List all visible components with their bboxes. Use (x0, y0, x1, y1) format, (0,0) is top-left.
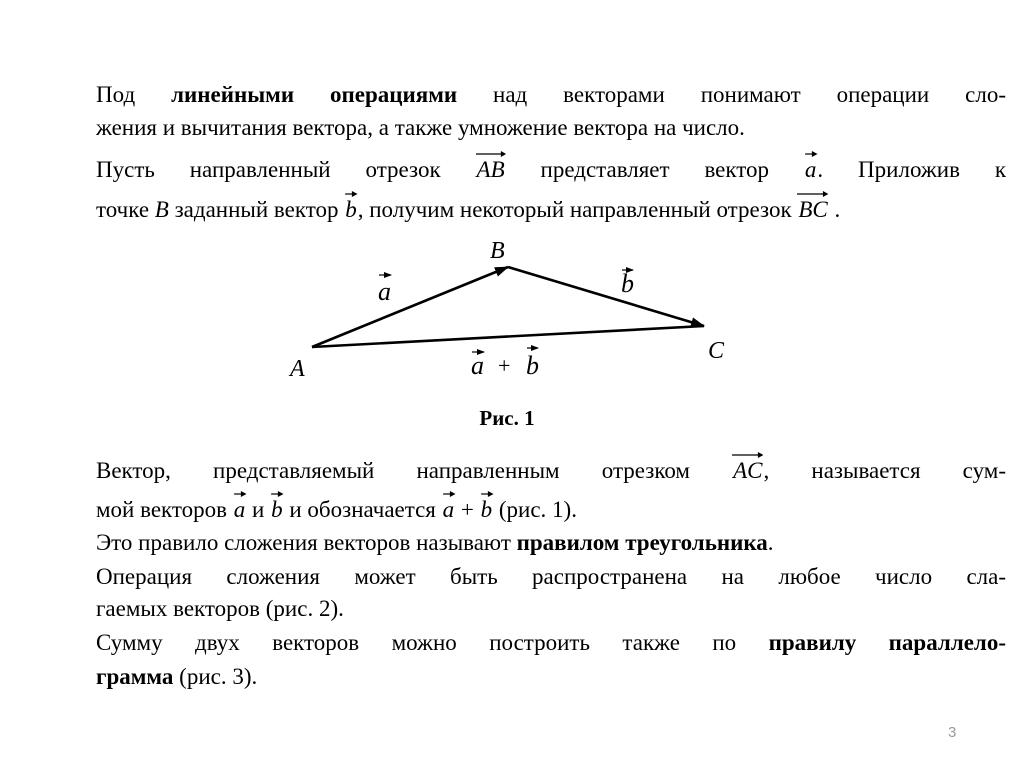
svg-text:a: a (471, 351, 484, 380)
figure-label-sum (471, 348, 539, 380)
vector-a-2: a (233, 495, 247, 525)
vector-b-2: b (270, 495, 284, 525)
vector-a-3: a (442, 495, 456, 525)
para1-line2: жения и вычитания вектора, а также умножение вектора на число. (96, 115, 745, 140)
vector-a: a (804, 155, 818, 185)
para6-line2: грамма (рис. 3). (96, 664, 258, 689)
figure-label-vec-a (378, 275, 391, 306)
para2-line1: Пусть направленный отрезок AB представляет вектор a. Приложив к (96, 155, 1006, 185)
svg-text:b: b (526, 351, 539, 380)
page-number: 3 (948, 724, 957, 741)
figure-label-vec-b (621, 269, 634, 298)
vector-b: b (344, 195, 358, 225)
vector-BC: BC (797, 195, 828, 225)
term-parallelogram-rule: правилу параллело- (768, 630, 1006, 655)
para1-line1: Под линейными операциями над векторами понимают операции сло- (96, 82, 1006, 107)
term-parallelogram-rule-cont: грамма (96, 664, 174, 689)
segment-BC (508, 267, 704, 326)
segment-AB (312, 267, 508, 347)
para3-line2: мой векторов a и b и обозначается a + b (рис. 1). (0, 495, 1006, 525)
term-triangle-rule: правилом треугольника (516, 530, 768, 555)
vector-AC: AC (732, 456, 763, 486)
vector-b-3: b (480, 495, 494, 525)
segment-AC (312, 326, 704, 347)
svg-text:b: b (621, 269, 634, 298)
point-label-B: B (490, 238, 505, 264)
para4-line1: Это правило сложения векторов называют правилом треугольника. (96, 530, 774, 555)
svg-text:+: + (498, 353, 511, 378)
para6-line1: Сумму двух векторов можно построить также по правилу параллело- (96, 630, 1006, 655)
vector-triangle-figure (270, 232, 740, 382)
para5-line2: гаемых векторов (рис. 2). (96, 596, 344, 621)
vector-AB: AB (476, 155, 506, 185)
para5-line1: Операция сложения может быть распространена на любое число сла- (96, 564, 1006, 589)
para2-line2: точке B заданный вектор b, получим некоторый направленный отрезок BC . (0, 195, 1006, 225)
figure-caption: Рис. 1 (479, 406, 535, 430)
term-linear-operations: линейными операциями (171, 82, 458, 107)
point-label-A: A (290, 356, 305, 382)
point-label-C: C (708, 338, 725, 364)
para3-line1: Вектор, представляемый направленным отрезком AC, называется сум- (96, 456, 1006, 486)
svg-text:a: a (378, 277, 391, 306)
